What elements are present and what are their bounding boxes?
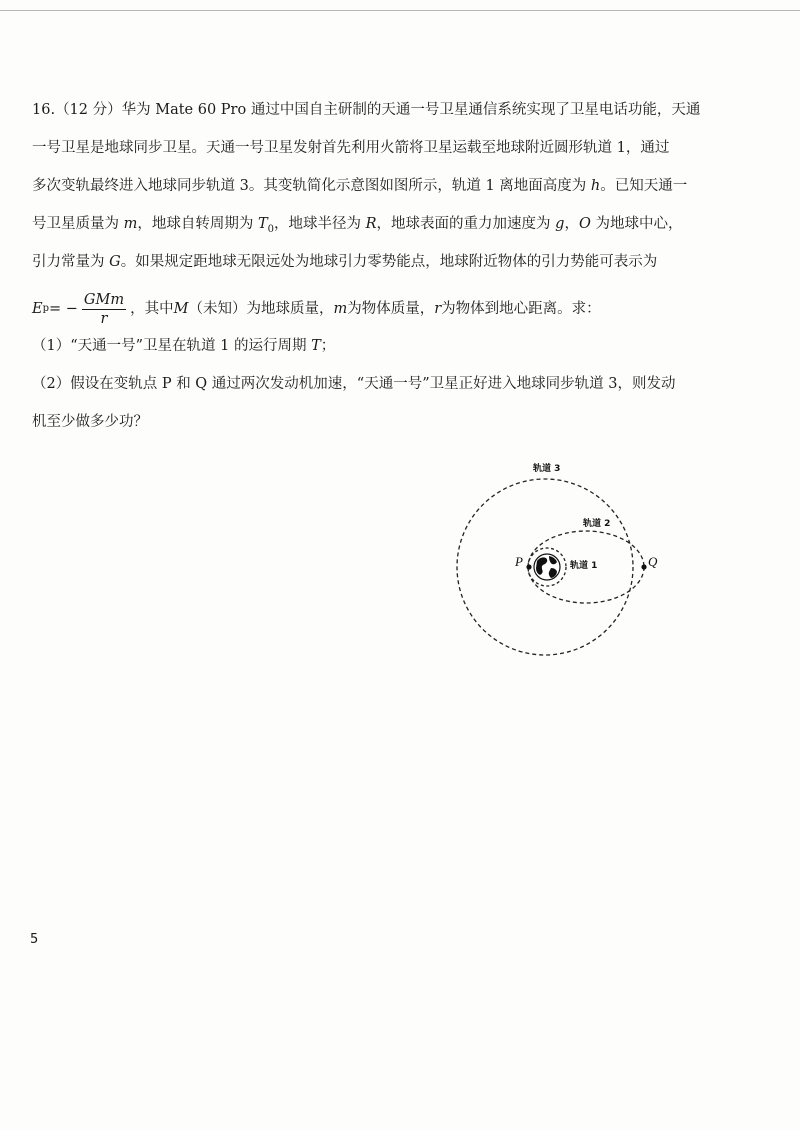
variable-O: O xyxy=(578,216,591,232)
variable-T: T xyxy=(311,338,321,354)
orbit-1-label: 轨道 1 xyxy=(570,561,598,571)
variable-T: T xyxy=(257,216,268,232)
point-p-label: P xyxy=(515,554,523,569)
question-text: 。如果规定距地球无限远处为地球引力零势能点，地球附近物体的引力势能可表示为 xyxy=(120,254,658,270)
question-text: ，地球自转周期为 xyxy=(137,216,258,232)
variable-h: h xyxy=(590,178,601,194)
formula-fraction xyxy=(82,291,126,328)
question-text: 华为 Mate 60 Pro 通过中国自主研制的天通一号卫星通信系统实现了卫星电话功能，天通 xyxy=(121,102,701,118)
question-text: 。已知天通一 xyxy=(600,178,688,194)
question-line-5 xyxy=(32,248,772,286)
variable-m: m xyxy=(333,301,348,317)
question-text: （2）假设在变轨点 P 和 Q 通过两次发动机加速，“天通一号”卫星正好进入地球同步轨道 3，则发动 xyxy=(32,376,676,392)
question-text: （未知）为地球质量， xyxy=(188,301,334,317)
question-text: ，其中 xyxy=(130,301,174,317)
question-text: ，地球半径为 xyxy=(274,216,366,232)
top-rule xyxy=(0,10,800,11)
formula-E: E xyxy=(32,301,43,317)
question-text: ，地球表面的重力加速度为 xyxy=(376,216,556,232)
satellite-p-marker xyxy=(526,564,531,569)
variable-R: R xyxy=(365,216,377,232)
question-score: （12 分） xyxy=(55,102,122,118)
question-number: 16. xyxy=(32,102,56,118)
earth-icon xyxy=(534,554,560,580)
variable-G: G xyxy=(109,254,121,270)
question-text: ， xyxy=(564,216,579,232)
question-line-1 xyxy=(32,96,772,134)
variable-M: M xyxy=(173,301,189,317)
question-text: 号卫星质量为 xyxy=(32,216,124,232)
page-number: 5 xyxy=(30,932,39,947)
sub-question-2-cont xyxy=(32,408,772,446)
variable-m: m xyxy=(123,216,138,232)
orbit-2-label: 轨道 2 xyxy=(583,519,611,529)
point-q-label: Q xyxy=(648,554,658,569)
orbit-3-label: 轨道 3 xyxy=(533,464,561,474)
variable-g: g xyxy=(555,216,565,232)
question-text: （1）“天通一号”卫星在轨道 1 的运行周期 xyxy=(32,338,312,354)
question-text: 为地球中心， xyxy=(590,216,683,232)
variable-r: r xyxy=(434,301,442,317)
question-text: 多次变轨最终进入地球同步轨道 3。其变轨简化示意图如图所示，轨道 1 离地面高度为 xyxy=(32,178,591,194)
question-text: ； xyxy=(320,338,336,354)
question-text: 引力常量为 xyxy=(32,254,110,270)
question-text: 一号卫星是地球同步卫星。天通一号卫星发射首先利用火箭将卫星运载至地球附近圆形轨道 1，通过 xyxy=(32,140,670,156)
formula-equals: = − xyxy=(49,301,78,317)
question-text: 为物体质量， xyxy=(347,301,435,317)
question-line-4 xyxy=(32,210,772,248)
question-line-3 xyxy=(32,172,772,210)
formula-numerator: GMm xyxy=(83,291,125,308)
question-text: 机至少做多少功？ xyxy=(32,414,148,430)
formula-E-subscript: p xyxy=(42,303,49,314)
orbit-diagram xyxy=(455,455,665,665)
sub-question-1 xyxy=(32,332,772,370)
question-16 xyxy=(32,96,772,446)
question-line-2 xyxy=(32,134,772,172)
formula-line xyxy=(32,286,772,332)
satellite-q-marker xyxy=(641,564,646,569)
question-text: 为物体到地心距离。求： xyxy=(441,301,601,317)
sub-question-2 xyxy=(32,370,772,408)
variable-T-subscript: 0 xyxy=(267,223,275,235)
formula-denominator: r xyxy=(100,310,108,327)
